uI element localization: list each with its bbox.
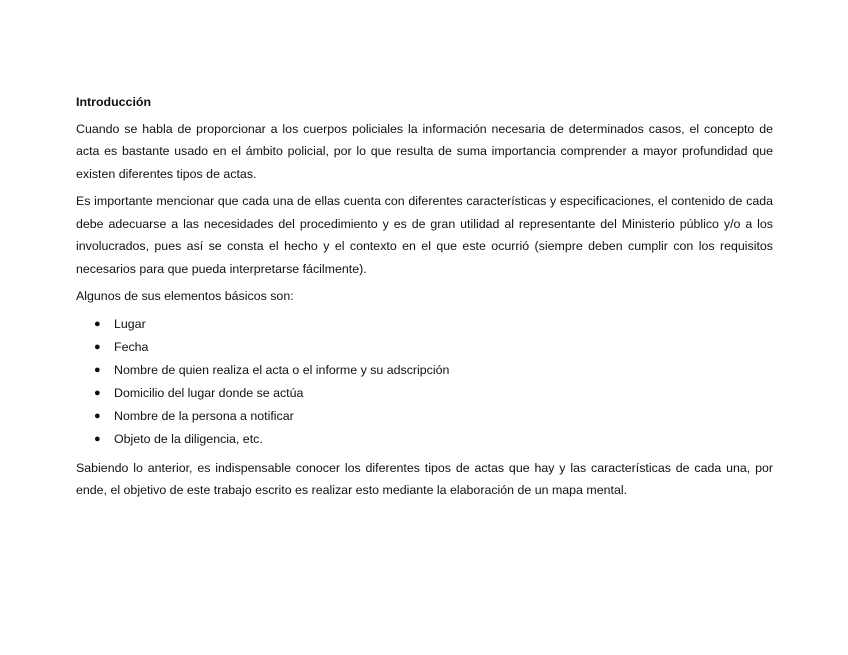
list-item-text: Nombre de la persona a notificar: [114, 408, 294, 423]
bullet-icon: ●: [94, 409, 101, 422]
document-page: [76, 91, 773, 507]
list-item-text: Lugar: [114, 316, 146, 331]
list-item: [76, 428, 773, 451]
list-item: [76, 382, 773, 405]
list-item-text: Nombre de quien realiza el acta o el informe y su adscripción: [114, 362, 450, 377]
paragraph-1: Cuando se habla de proporcionar a los cuerpos policiales la información necesaria de determinados casos, el concepto de acta es bastante usado en el ámbito policial, por lo que resulta de suma importancia comprender a mayor profundidad que existen diferentes tipos de actas.: [76, 121, 773, 181]
list-item: [76, 336, 773, 359]
list-item: [76, 313, 773, 336]
bullet-icon: ●: [94, 363, 101, 376]
paragraph-3: Algunos de sus elementos básicos son:: [76, 289, 294, 303]
closing-paragraph: Sabiendo lo anterior, es indispensable conocer los diferentes tipos de actas que hay y las características de cada una, por ende, el objetivo de este trabajo escrito es realizar esto mediante la elaboración de un mapa mental.: [76, 460, 773, 497]
bullet-icon: ●: [94, 432, 101, 445]
section-title: Introducción: [76, 95, 152, 109]
list-item-text: Domicilio del lugar donde se actúa: [114, 385, 304, 400]
paragraph-2: Es importante mencionar que cada una de ellas cuenta con diferentes características y especificaciones, el contenido de cada debe adecuarse a las necesidades del procedimiento y es de gran utilidad al representante del Ministerio público y/o a los involucrados, pues así se consta el hecho y el contexto en el que este ocurrió (siempre deben cumplir con los requisitos necesarios para que pueda interpretarse fácilmente).: [76, 194, 773, 276]
list-item-text: Fecha: [114, 339, 149, 354]
list-item: [76, 405, 773, 428]
bullet-icon: ●: [94, 386, 101, 399]
list-item-text: Objeto de la diligencia, etc.: [114, 431, 263, 446]
bullet-icon: ●: [94, 317, 101, 330]
list-item: [76, 359, 773, 382]
bullet-icon: ●: [94, 340, 101, 353]
elements-list: [76, 313, 773, 451]
